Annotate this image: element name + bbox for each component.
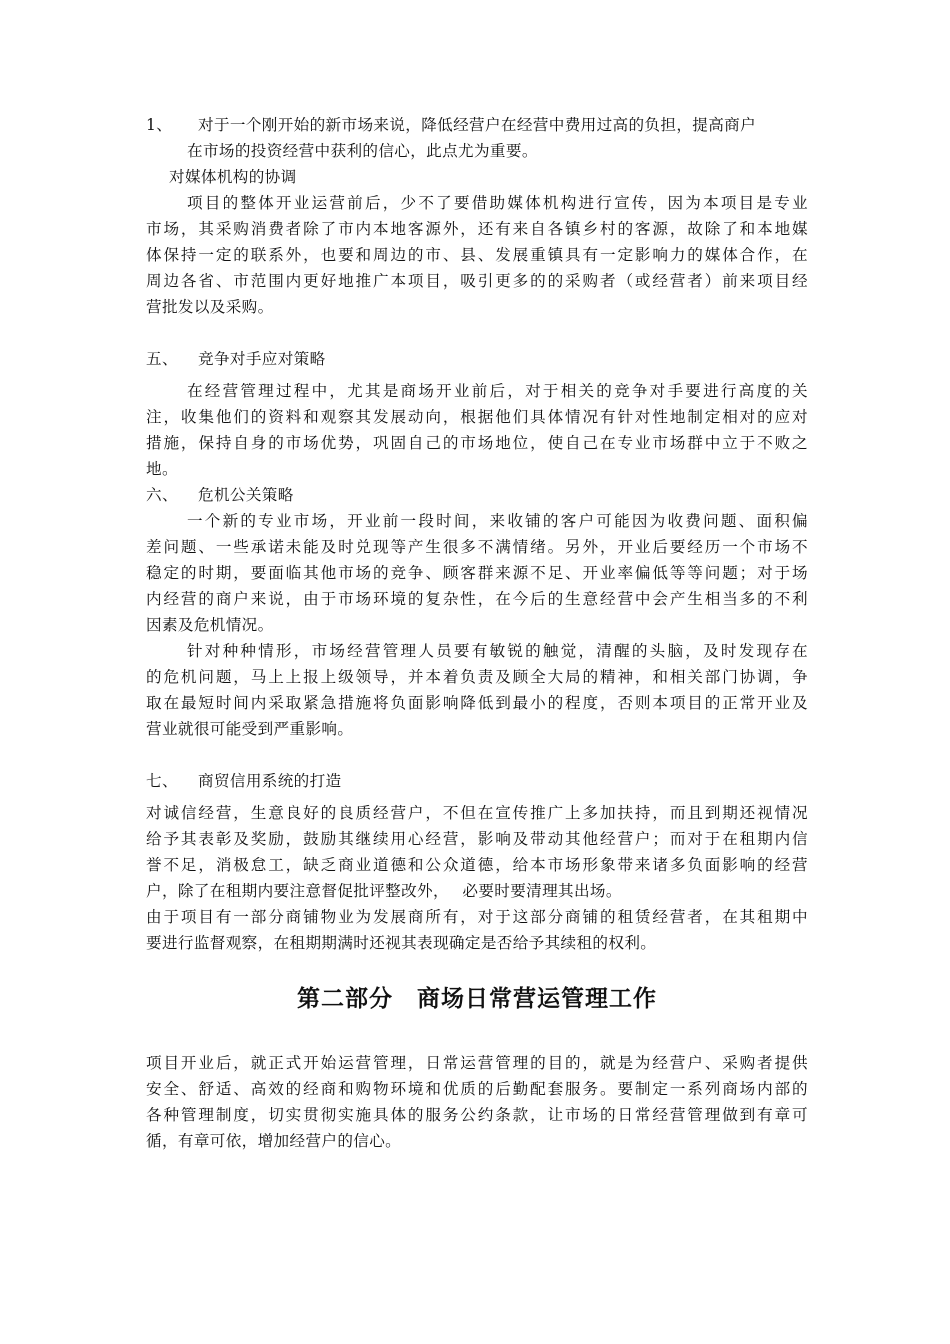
section-5-heading: [146, 346, 808, 372]
section-6-paragraph-1-line: 稳定的时期，要面临其他市场的竞争、顾客群来源不足、开业率偏低等等问题；对于场: [146, 564, 808, 582]
section-7-title: 商贸信用系统的打造: [198, 772, 342, 790]
section-6-title: 危机公关策略: [198, 486, 294, 504]
item-1-number: 1、: [146, 116, 173, 134]
section-7-paragraph-1-line: 对诚信经营，生意良好的良质经营户，不但在宣传推广上多加扶持，而且到期还视情况: [146, 804, 808, 822]
section-5-paragraph-line: 在经营管理过程中，尤其是商场开业前后，对于相关的竞争对手要进行高度的关: [187, 382, 808, 400]
media-paragraph-line: 市场，其采购消费者除了市内本地客源外，还有来自各镇乡村的客源，故除了和本地媒: [146, 220, 808, 238]
part-2-paragraph-line: 各种管理制度，切实贯彻实施具体的服务公约条款，让市场的日常经营管理做到有章可: [146, 1106, 808, 1124]
section-6-paragraph-1-line: 一个新的专业市场，开业前一段时间，来收铺的客户可能因为收费问题、面积偏: [187, 512, 808, 530]
media-paragraph-line: 项目的整体开业运营前后，少不了要借助媒体机构进行宣传，因为本项目是专业: [187, 194, 808, 212]
media-paragraph-line: 营批发以及采购。: [146, 298, 274, 316]
section-7-heading: [146, 768, 808, 794]
section-6-paragraph-2-line: 营业就很可能受到严重影响。: [146, 720, 354, 738]
section-6-paragraph-2-line: 取在最短时间内采取紧急措施将负面影响降低到最小的程度，否则本项目的正常开业及: [146, 694, 808, 712]
section-7-paragraph-1-line: 誉不足，消极怠工，缺乏商业道德和公众道德，给本市场形象带来诸多负面影响的经营: [146, 856, 808, 874]
section-6-heading: [146, 482, 808, 508]
section-6-paragraph-2-line: 针对种种情形，市场经营管理人员要有敏锐的触觉，清醒的头脑，及时发现存在: [187, 642, 808, 660]
section-7-number: 七、: [146, 772, 178, 790]
section-6-paragraph-1-line: 差问题、一些承诺未能及时兑现等产生很多不满情绪。另外，开业后要经历一个市场不: [146, 538, 808, 556]
section-7-paragraph-1-line: 户，除了在租期内要注意督促批评整改外， 必要时要清理其出场。: [146, 882, 622, 900]
section-6-paragraph-1-line: 因素及危机情况。: [146, 616, 274, 634]
media-heading: 对媒体机构的协调: [169, 168, 297, 186]
section-5-title: 竞争对手应对策略: [198, 350, 326, 368]
section-5-paragraph-line: 措施，保持自身的市场优势，巩固自己的市场地位，使自己在专业市场群中立于不败之: [146, 434, 808, 452]
section-7-paragraph-2-line: 要进行监督观察，在租期期满时还视其表现确定是否给予其续租的权利。: [146, 934, 657, 952]
section-7-paragraph-1-line: 给予其表彰及奖励，鼓励其继续用心经营，影响及带动其他经营户；而对于在租期内信: [146, 830, 808, 848]
part-2-title: 第二部分 商场日常营运管理工作: [297, 986, 657, 1012]
section-5-number: 五、: [146, 350, 178, 368]
section-5-paragraph-line: 注，收集他们的资料和观察其发展动向，根据他们具体情况有针对性地制定相对的应对: [146, 408, 808, 426]
part-2-paragraph-line: 项目开业后，就正式开始运营管理，日常运营管理的目的，就是为经营户、采购者提供: [146, 1054, 808, 1072]
section-7-paragraph-2-line: 由于项目有一部分商铺物业为发展商所有，对于这部分商铺的租赁经营者，在其租期中: [146, 908, 808, 926]
media-paragraph-line: 体保持一定的联系外，也要和周边的市、县、发展重镇具有一定影响力的媒体合作，在: [146, 246, 808, 264]
part-2-paragraph-line: 安全、舒适、高效的经商和购物环境和优质的后勤配套服务。要制定一系列商场内部的: [146, 1080, 808, 1098]
part-2-paragraph-line: 循，有章可依，增加经营户的信心。: [146, 1132, 402, 1150]
section-6-number: 六、: [146, 486, 178, 504]
section-6-paragraph-1-line: 内经营的商户来说，由于市场环境的复杂性，在今后的生意经营中会产生相当多的不利: [146, 590, 808, 608]
item-1-line-2: 在市场的投资经营中获利的信心，此点尤为重要。: [187, 142, 538, 160]
document-page: [146, 112, 808, 1154]
media-paragraph-line: 周边各省、市范围内更好地推广本项目，吸引更多的的采购者（或经营者）前来项目经: [146, 272, 808, 290]
item-1-line-1: 1、 对于一个刚开始的新市场来说，降低经营户在经营中费用过高的负担，提高商户: [146, 112, 808, 138]
section-6-paragraph-2-line: 的危机问题，马上上报上级领导，并本着负责及顾全大局的精神，和相关部门协调，争: [146, 668, 808, 686]
section-5-paragraph-line: 地。: [146, 460, 178, 478]
